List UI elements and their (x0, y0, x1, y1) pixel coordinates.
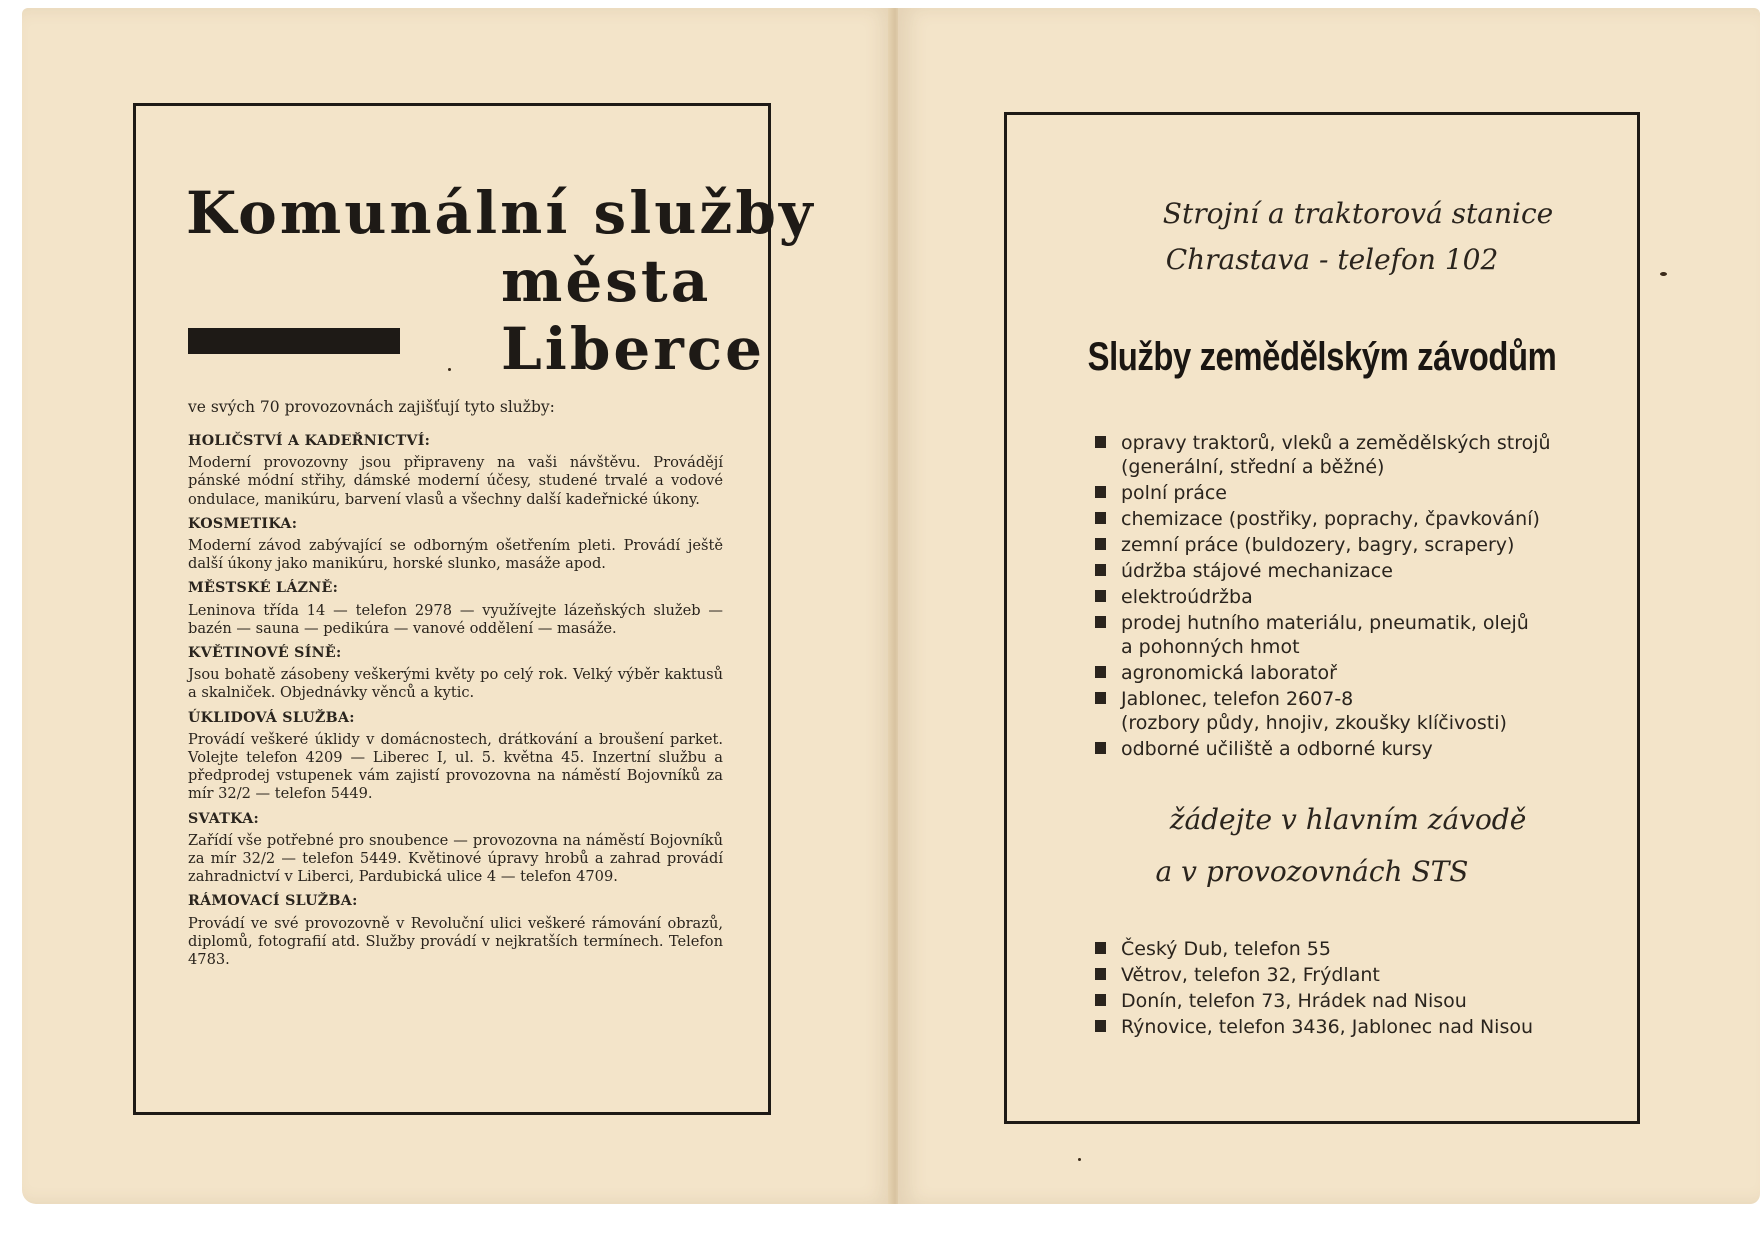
list-item (1095, 989, 1615, 1013)
paper-speck (448, 368, 451, 371)
square-bullet-icon (1095, 538, 1106, 550)
service-description: Zařídí vše potřebné pro snoubence — provozovna na náměstí Bojovníků za mír 32/2 — telefon 5449. Květinové úpravy hrobů a zahrad provádí zahradnictví v Liberci, Pardubická ulice 4 — telefon 4709. (188, 831, 723, 886)
list-item (1095, 431, 1615, 479)
list-item (1095, 687, 1615, 735)
square-bullet-icon (1095, 436, 1106, 448)
list-item (1095, 507, 1615, 531)
ad-title-line-2: města (501, 247, 712, 315)
list-item (1095, 737, 1615, 761)
list-item-text: chemizace (postřiky, poprachy, čpavkování) (1121, 508, 1540, 530)
ad-intro-text: ve svých 70 provozovnách zajišťují tyto služby: (188, 398, 555, 416)
square-bullet-icon (1095, 1020, 1106, 1032)
paper-speck (1660, 272, 1667, 276)
square-bullet-icon (1095, 968, 1106, 980)
square-bullet-icon (1095, 742, 1106, 754)
paper-speck (1078, 1158, 1081, 1161)
list-item (1095, 1015, 1615, 1039)
square-bullet-icon (1095, 692, 1106, 704)
machine-tractor-station-advertisement (1004, 112, 1640, 1124)
ad-title-line-3: Liberce (501, 315, 766, 383)
service-heading: MĚSTSKÉ LÁZNĚ: (188, 580, 339, 597)
service-section (188, 644, 723, 703)
list-item-text: polní práce (1121, 482, 1227, 504)
list-item-text: Donín, telefon 73, Hrádek nad Nisou (1121, 990, 1467, 1012)
service-section (188, 709, 723, 804)
service-description: Provádí ve své provozovně v Revoluční ulici veškeré rámování obrazů, diplomů, fotografií atd. Služby provádí v nejkratších termínech. Telefon 4783. (188, 914, 723, 969)
agricultural-services-list (1095, 431, 1615, 763)
list-item (1095, 937, 1615, 961)
list-item-text: Český Dub, telefon 55 (1121, 938, 1331, 960)
service-section (188, 432, 723, 509)
branch-offices-list (1095, 937, 1615, 1041)
ad-headline: Služby zemědělským závodům (1087, 335, 1557, 379)
service-heading: SVATKA: (188, 810, 260, 827)
list-item-text: Rýnovice, telefon 3436, Jablonec nad Nisou (1121, 1016, 1534, 1038)
service-section (188, 810, 723, 887)
service-description: Moderní provozovny jsou připraveny na vaši návštěvu. Provádějí pánské módní střihy, dámské moderní účesy, studené trvalé a vodové ondulace, manikúru, barvení vlasů a všechny další kadeřnické úkony. (188, 454, 723, 508)
list-item-text: prodej hutního materiálu, pneumatik, olejů a pohonných hmot (1121, 612, 1529, 658)
list-item (1095, 481, 1615, 505)
service-description: Jsou bohatě zásobeny veškerými květy po celý rok. Velký výběr kaktusů a skalniček. Objednávky věnců a kytic. (188, 666, 723, 702)
service-section (188, 892, 723, 969)
service-heading: HOLIČSTVÍ A KADEŘNICTVÍ: (188, 433, 431, 449)
list-item (1095, 611, 1615, 659)
list-item-text: odborné učiliště a odborné kursy (1121, 738, 1433, 760)
square-bullet-icon (1095, 486, 1106, 498)
list-item-text: opravy traktorů, vleků a zemědělských strojů (generální, střední a běžné) (1121, 432, 1551, 478)
list-item-text: zemní práce (buldozery, bagry, scrapery) (1121, 534, 1515, 556)
call-to-action-line-1: žádejte v hlavním závodě (1169, 803, 1527, 836)
square-bullet-icon (1095, 564, 1106, 576)
service-description: Provádí veškeré úklidy v domácnostech, drátkování a broušení parket. Volejte telefon 4209 — Liberec I, ul. 5. května 45. Inzertní službu a předprodej vstupenek vám zajistí provozovna na náměstí Bojovníků za mír 32/2 — telefon 5449. (188, 730, 723, 803)
square-bullet-icon (1095, 666, 1106, 678)
list-item (1095, 661, 1615, 685)
square-bullet-icon (1095, 616, 1106, 628)
service-heading: KVĚTINOVÉ SÍNĚ: (188, 645, 342, 662)
square-bullet-icon (1095, 590, 1106, 602)
decorative-black-bar (188, 328, 400, 354)
call-to-action-line-2: a v provozovnách STS (1155, 855, 1469, 888)
square-bullet-icon (1095, 512, 1106, 524)
station-name: Strojní a traktorová stanice (1162, 197, 1554, 230)
station-location-phone: Chrastava - telefon 102 (1165, 243, 1499, 276)
service-heading: RÁMOVACÍ SLUŽBA: (188, 893, 358, 910)
service-heading: ÚKLIDOVÁ SLUŽBA: (188, 709, 355, 726)
service-description: Moderní závod zabývající se odborným ošetřením pleti. Provádí ještě další úkony jako manikúru, horské slunko, masáže apod. (188, 537, 723, 573)
list-item (1095, 963, 1615, 987)
square-bullet-icon (1095, 942, 1106, 954)
list-item-text: elektroúdržba (1121, 586, 1253, 608)
ad-title-line-1: Komunální služby (186, 179, 816, 247)
list-item (1095, 559, 1615, 583)
square-bullet-icon (1095, 994, 1106, 1006)
service-section (188, 515, 723, 574)
service-heading: KOSMETIKA: (188, 515, 298, 532)
service-list (188, 432, 723, 975)
list-item-text: agronomická laboratoř (1121, 662, 1337, 684)
communal-services-advertisement (133, 103, 816, 1115)
service-description: Leninova třída 14 — telefon 2978 — využívejte lázeňských služeb — bazén — sauna — pedikúra — vanové oddělení — masáže. (188, 601, 723, 637)
service-section (188, 579, 723, 638)
list-item-text: Jablonec, telefon 2607-8 (rozbory půdy, hnojiv, zkoušky klíčivosti) (1121, 688, 1507, 734)
list-item-text: Větrov, telefon 32, Frýdlant (1121, 964, 1380, 986)
list-item (1095, 533, 1615, 557)
list-item (1095, 585, 1615, 609)
list-item-text: údržba stájové mechanizace (1121, 560, 1393, 582)
